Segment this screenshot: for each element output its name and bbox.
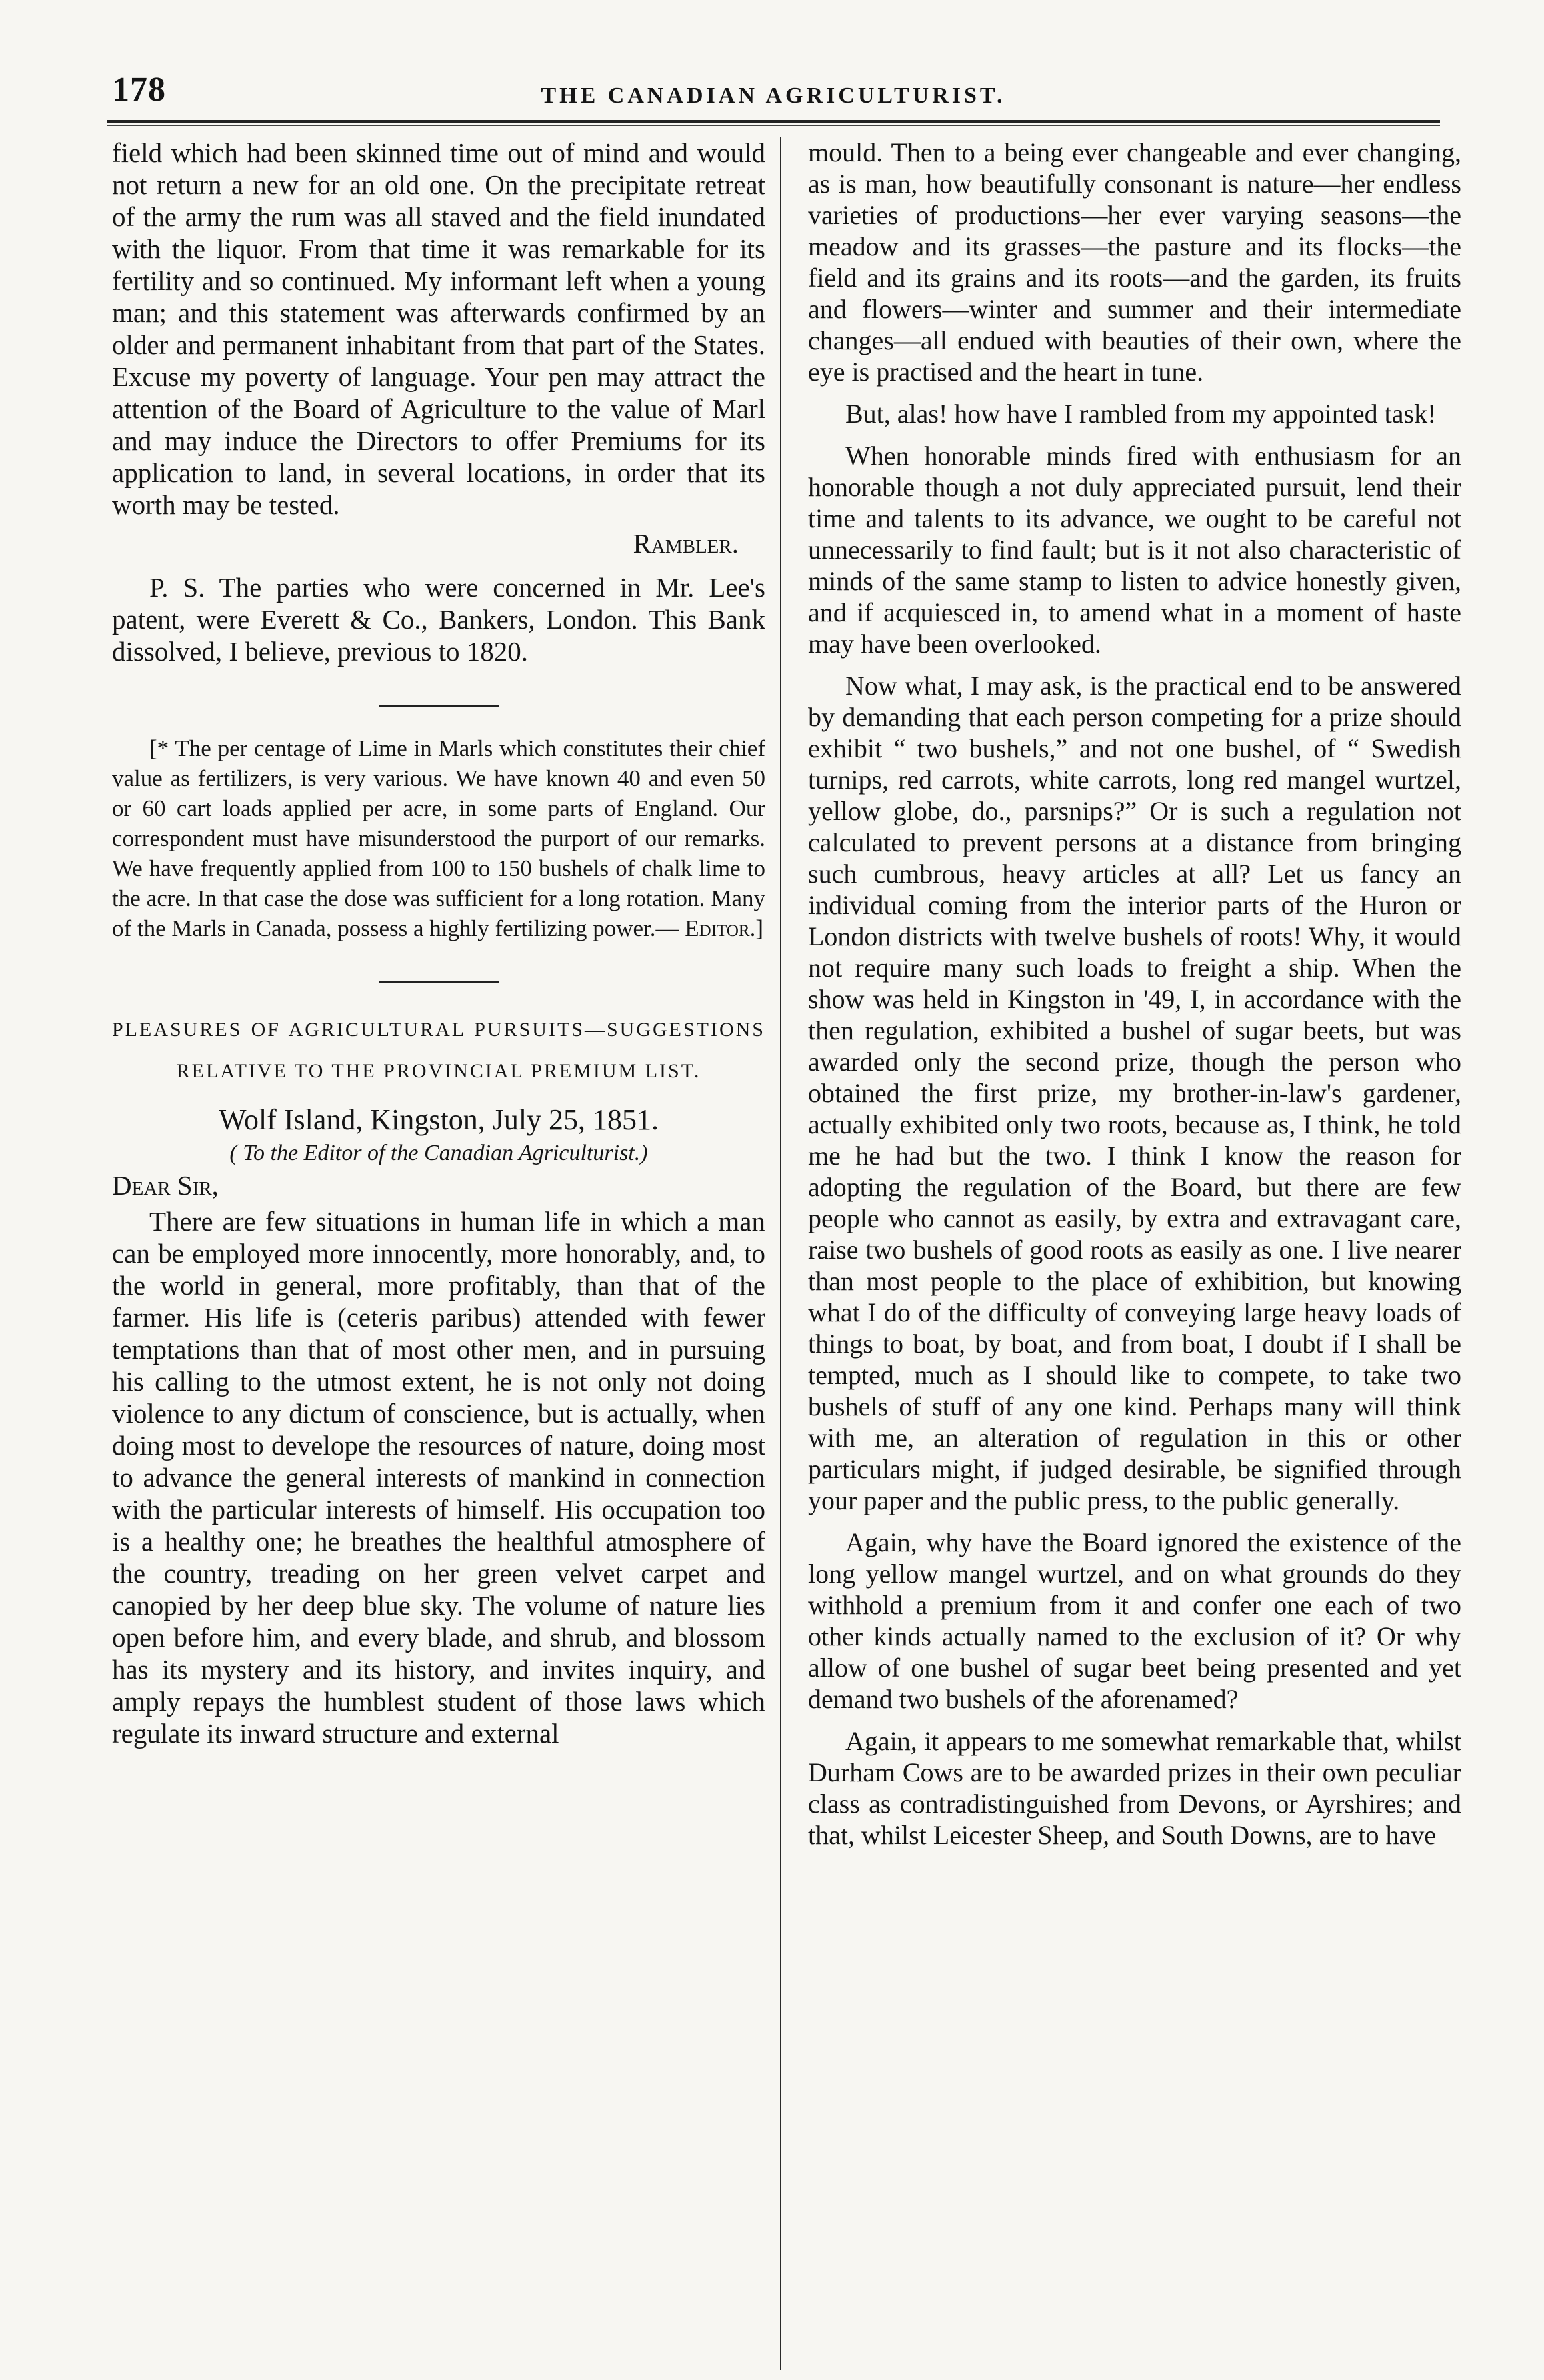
running-title: THE CANADIAN AGRICULTURIST. <box>541 83 1006 108</box>
right-column <box>808 137 1461 1861</box>
paragraph: Again, why have the Board ignored the existence of the long yellow mangel wurtzel, and on what grounds do they withhold a premium from it and confer one each of two other kinds actually named to the exclusion of it? Or why allow of one bushel of sugar beet being presented and yet demand two bushels of the aforenamed? <box>808 1527 1461 1714</box>
note-divider <box>379 705 499 707</box>
section-divider <box>379 981 499 983</box>
signature: Rambler. <box>633 528 739 559</box>
paragraph: When honorable minds fired with enthusiasm for an honorable though a not duly appreciated pursuit, lend their time and talents to its advance, we ought to be careful not unnecessarily to find fault; but is it not also characteristic of minds of the same stamp to listen to advice honestly given, and if acquiesced in, to amend what in a moment of haste may have been overlooked. <box>808 441 1461 659</box>
dateline: Wolf Island, Kingston, July 25, 1851. <box>218 1103 659 1136</box>
paragraph: Again, it appears to me somewhat remarkable that, whilst Durham Cows are to be awarded prizes in their own peculiar class as contradistinguished from Devons, or Ayrshires; and that, whilst Leicester Sheep, and South Downs, are to have <box>808 1726 1461 1850</box>
editor-sign: Editor.] <box>685 915 763 941</box>
letter-continuation: field which had been skinned time out of mind and would not return a new for an old one. On the precipitate retreat of the army the rum was all staved and the field inundated with the liquor. From that time it was remarkable for its fertility and so continued. My informant left when a young man; and this statement was afterwards confirmed by an older and permanent inhabitant from that part of the States. Excuse my poverty of language. Your pen may attract the attention of the Board of Agriculture to the value of Marl and may induce the Directors to offer Premiums for its application to land, in several locations, in order that its worth may be tested. <box>112 137 765 520</box>
page-number: 178 <box>112 71 166 109</box>
addressee: ( To the Editor of the Canadian Agriculturist.) <box>229 1141 648 1165</box>
postscript: P. S. The parties who were concerned in Mr. Lee's patent, were Everett & Co., Bankers, London. This Bank dissolved, I believe, previous to 1820. <box>112 572 765 667</box>
salutation: Dear Sir, <box>112 1170 219 1201</box>
left-column <box>112 137 765 1749</box>
editor-note <box>112 733 765 943</box>
page-header <box>107 70 1440 123</box>
editor-note-text: [* The per centage of Lime in Marls which constitutes their chief value as fertilizers, is very various. We have known 40 and even 50 or 60 cart loads applied per acre, in some parts of England. Our correspondent must have misunderstood the purport of our remarks. We have frequently applied from 100 to 150 bushels of chalk lime to the acre. In that case the dose was sufficient for a long rotation. Many of the Marls in Canada, possess a highly fertilizing power.— <box>112 735 765 941</box>
letter-body-paragraph: There are few situations in human life in which a man can be employed more innocently, more honorably, and, to the world in general, more profitably, than that of the farmer. His life is (ceteris paribus) attended with fewer temptations than that of most other men, and in pursuing his calling to the utmost extent, he is not only not doing violence to any dictum of conscience, but is actually, when doing most to develope the resources of nature, doing most to advance the general interests of mankind in connection with the particular interests of himself. His occupation too is a healthy one; he breathes the healthful atmosphere of the country, treading on her green velvet carpet and canopied by her deep blue sky. The volume of nature lies open before him, and every blade, and shrub, and blossom has its mystery and its history, and invites inquiry, and amply repays the humblest student of those laws which regulate its inward structure and external <box>112 1206 765 1749</box>
section-heading: PLEASURES OF AGRICULTURAL PURSUITS—SUGGESTIONS RELATIVE TO THE PROVINCIAL PREMIUM LIST. <box>112 1019 765 1082</box>
column-divider <box>780 137 781 2370</box>
paragraph: But, alas! how have I rambled from my appointed task! <box>845 399 1437 429</box>
paragraph: mould. Then to a being ever changeable and ever changing, as is man, how beautifully consonant is nature—her endless varieties of productions—her ever varying seasons—the meadow and its grasses—the pasture and its flocks—the field and its grains and its roots—and the garden, its fruits and flowers—winter and summer and their intermediate changes—all endued with beauties of their own, where the eye is practised and the heart in tune. <box>808 137 1461 387</box>
paragraph: Now what, I may ask, is the practical end to be answered by demanding that each person competing for a prize should exhibit “ two bushels,” and not one bushel, of “ Swedish turnips, red carrots, white carrots, long red mangel wurtzel, yellow globe, do., parsnips?” Or is such a regulation not calculated to prevent persons at a distance from bringing such cumbrous, heavy articles at all? Let us fancy an individual coming from the interior parts of the Huron or London districts with twelve bushels of roots! Why, it would not require many such loads to freight a ship. When the show was held in Kingston in '49, I, in accordance with the then regulation, exhibited a bushel of sugar beets, but was awarded only the second prize, though the person who obtained the first prize, my brother-in-law's gardener, actually exhibited only two roots, because as, I think, he told me he had but the two. I think I know the reason for adopting the regulation of the Board, but there are few people who cannot as easily, by extra and extravagant care, raise two bushels of good roots as easily as one. I live nearer than most people to the place of exhibition, but knowing what I do of the difficulty of conveying large heavy loads of things to boat, by boat, and from boat, I doubt if I shall be tempted, much as I should like to compete, to take two bushels of stuff of any one kind. Perhaps many will think with me, an alteration of regulation in this or other particulars might, if judged desirable, be signified through your paper and the public press, to the public generally. <box>808 671 1461 1515</box>
header-rule <box>107 120 1440 126</box>
